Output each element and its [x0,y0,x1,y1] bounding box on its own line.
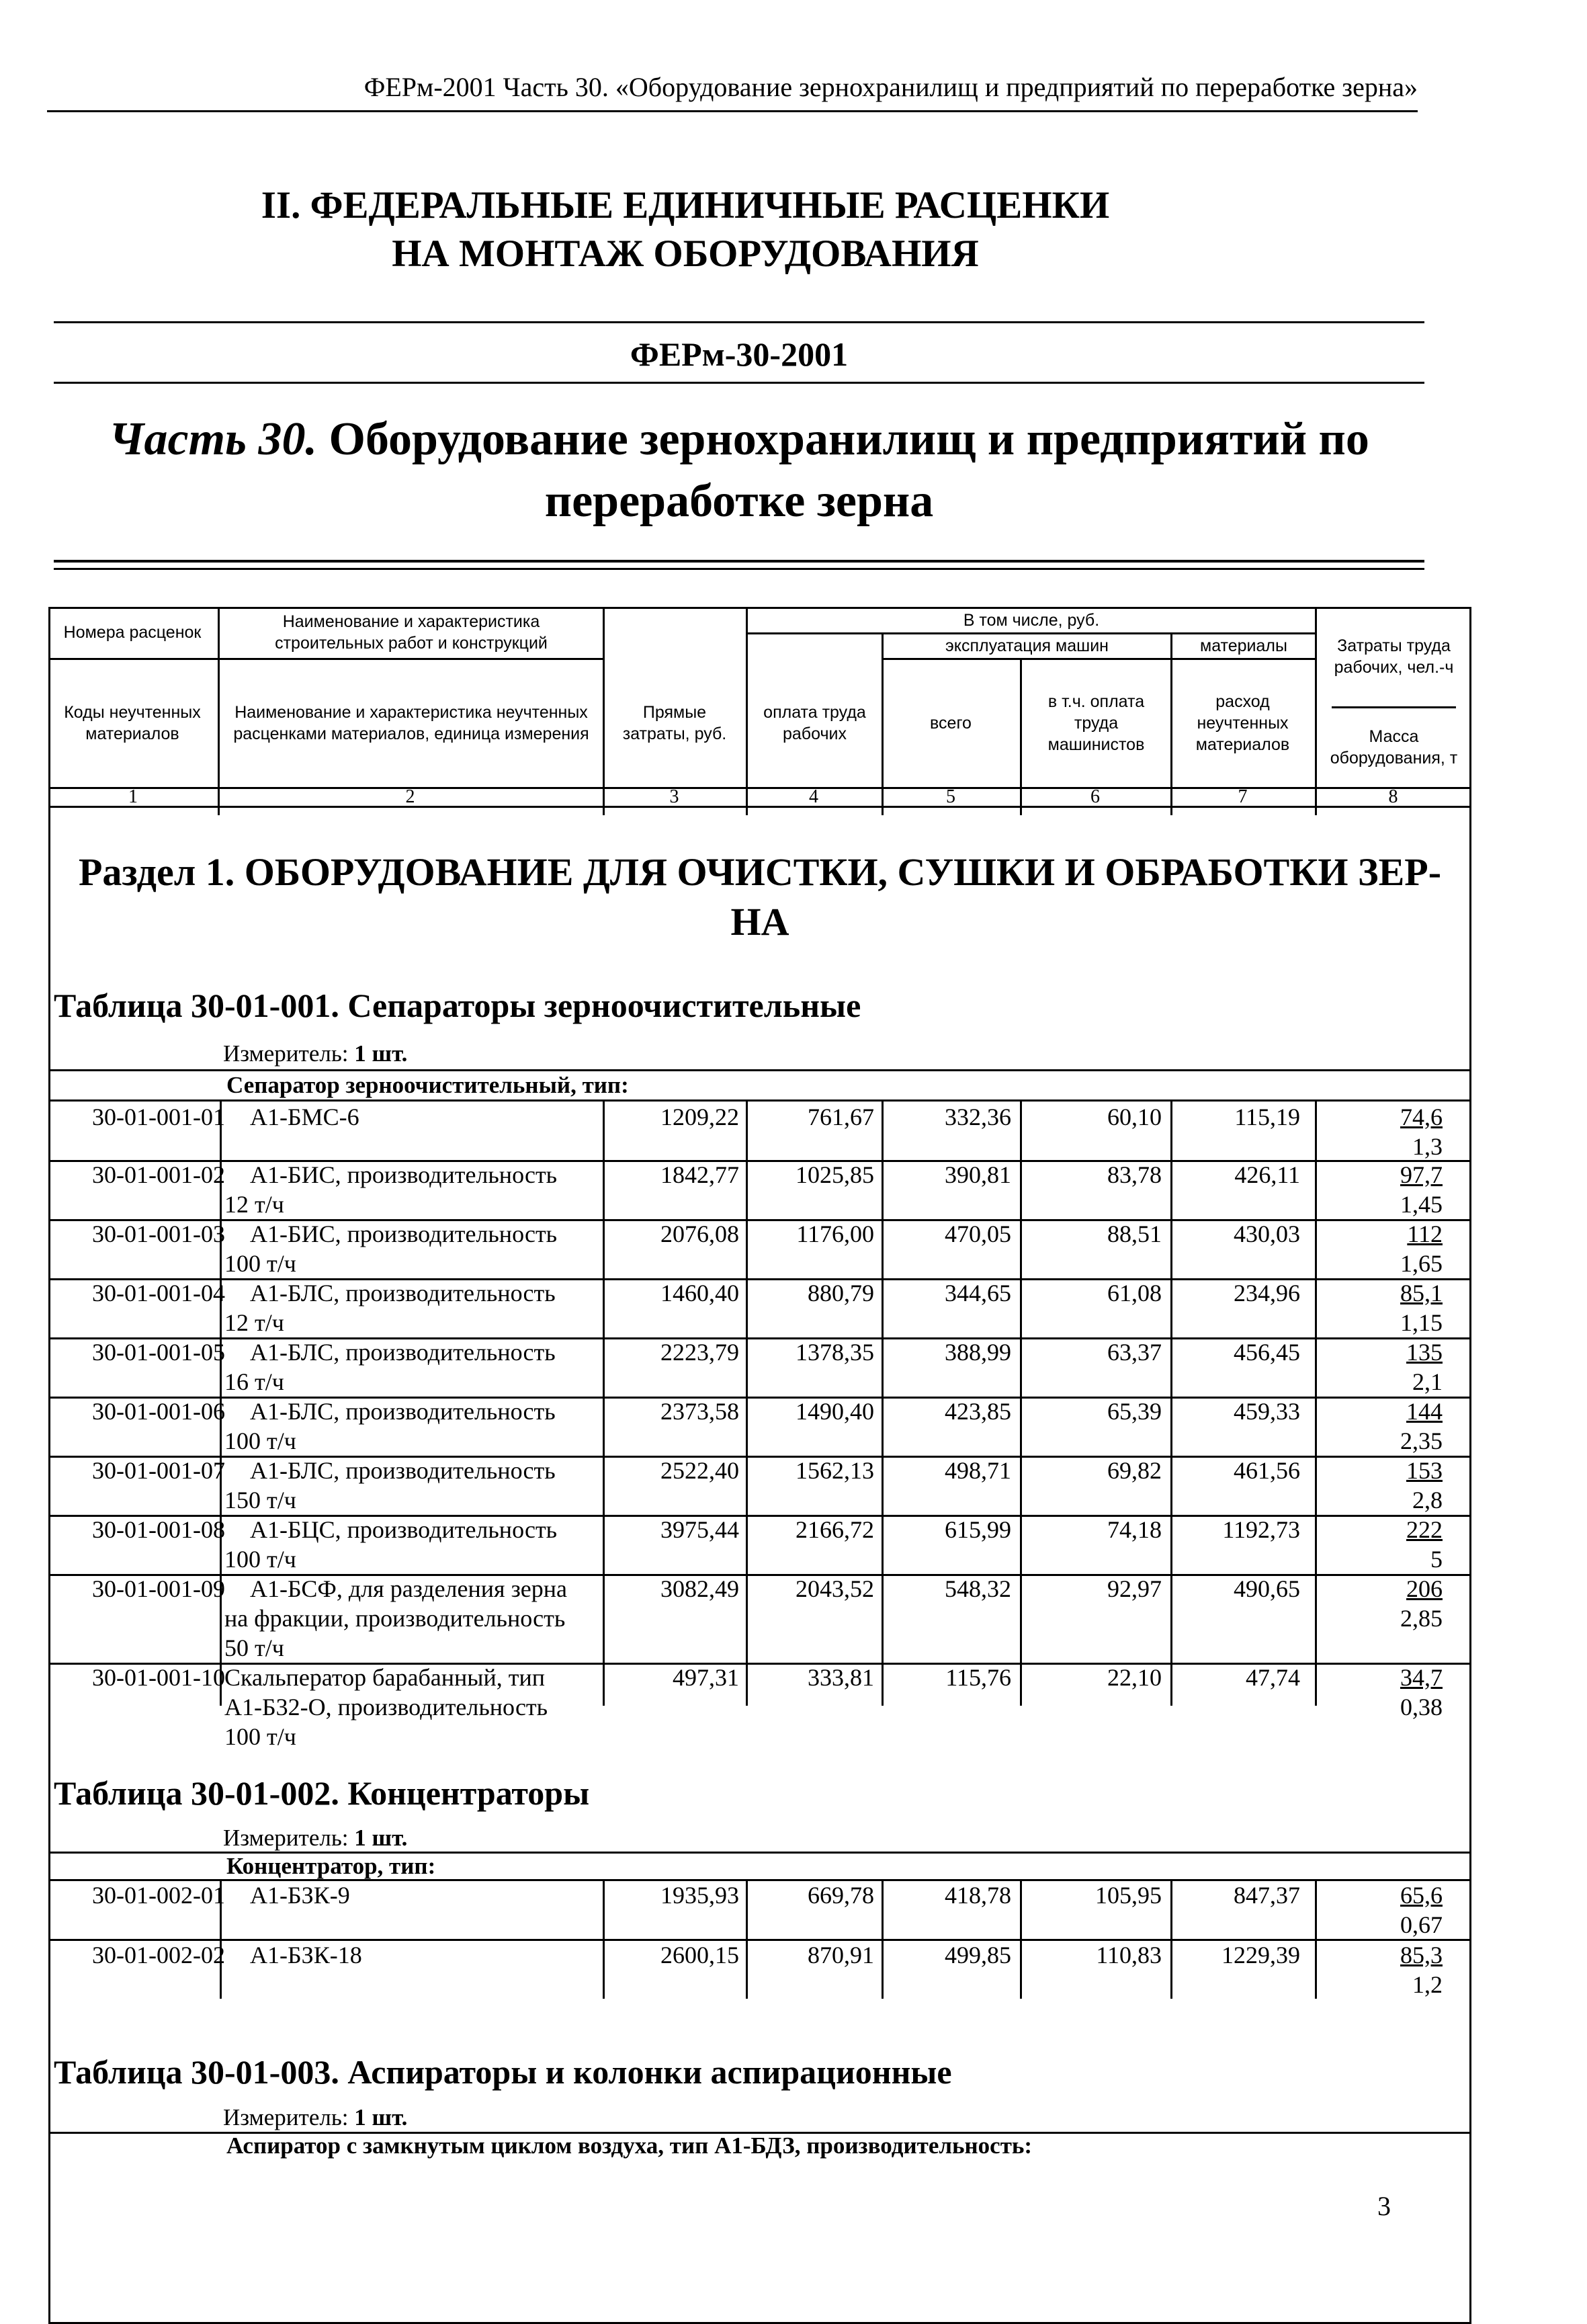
equipment-mass: 1,65 [1400,1250,1443,1277]
machines-total: 115,76 [945,1664,1011,1691]
header-in-that: В том числе, руб. [963,611,1100,630]
column-number: 5 [946,786,955,807]
materials-cost: 1192,73 [1222,1516,1300,1543]
main-title [54,409,1424,532]
table-title: Таблица 30-01-001. Сепараторы зерноочистительные [54,987,861,1024]
labor-costs: 65,6 [1400,1882,1443,1909]
worker-wages: 880,79 [808,1280,874,1306]
direct-cost: 2522,40 [660,1457,739,1484]
labor-costs: 206 [1406,1575,1443,1602]
item-name [224,1515,648,1574]
materials-cost: 456,45 [1234,1339,1300,1366]
code-rule-bottom [54,382,1424,384]
machines-total: 615,99 [945,1516,1011,1543]
labor-mass [1382,1160,1443,1219]
equipment-mass: 2,85 [1400,1605,1443,1632]
main-title-prefix: Часть 30. [109,413,318,465]
item-name-line: Скальператор барабанный, тип [224,1664,545,1691]
machines-total: 332,36 [945,1104,1011,1130]
item-name-line: А1-БСФ, для разделения зерна [250,1575,568,1602]
item-name [224,1278,648,1337]
labor-costs: 34,7 [1400,1664,1443,1691]
part-title-line2: НА МОНТАЖ ОБОРУДОВАНИЯ [392,233,979,275]
header-worker-wages: оплата труда рабочих [763,702,866,743]
labor-mass [1382,1102,1443,1161]
labor-costs: 112 [1407,1220,1443,1247]
grid-line [48,658,603,660]
materials-cost: 490,65 [1234,1575,1300,1602]
item-name [224,1219,648,1278]
item-name-line: 100 т/ч [224,1427,296,1454]
labor-mass [1382,1397,1443,1456]
operator-wages: 63,37 [1107,1339,1162,1366]
labor-mass [1382,1456,1443,1515]
header-direct-costs: Прямые затраты, руб. [622,702,727,743]
equipment-mass: 1,15 [1400,1309,1443,1336]
worker-wages: 1490,40 [796,1398,874,1425]
grid-line [1315,607,1317,815]
machines-total: 388,99 [945,1339,1011,1366]
materials-cost: 115,19 [1234,1104,1300,1130]
worker-wages: 2166,72 [796,1516,874,1543]
main-title-line2: переработке зерна [544,475,934,527]
grid-line [48,1099,1471,1102]
item-name-line: 16 т/ч [224,1368,284,1395]
item-name-line: А1-БЛС, производительность [250,1339,556,1366]
operator-wages: 110,83 [1096,1942,1162,1968]
direct-cost: 1935,93 [660,1882,739,1909]
labor-mass [1382,1574,1443,1633]
grid-line [603,607,605,815]
column-number: 7 [1238,786,1248,807]
unit-label: Измеритель: [223,2104,355,2130]
materials-cost: 47,74 [1246,1664,1300,1691]
labor-costs: 135 [1406,1339,1443,1366]
machines-total: 470,05 [945,1220,1011,1247]
column-number: 3 [669,786,679,807]
rate-code: 30-01-001-06 [92,1398,225,1425]
machines-total: 548,32 [945,1575,1011,1602]
item-name-line: 12 т/ч [224,1191,284,1218]
header-equipment-mass: Масса оборудования, т [1330,727,1458,767]
direct-cost: 1842,77 [660,1161,739,1188]
grid-line [218,607,220,815]
item-name-line: 150 т/ч [224,1487,296,1513]
labor-costs: 144 [1406,1398,1443,1425]
unit-label: Измеритель: [223,1040,355,1067]
header-machines: эксплуатация машин [945,636,1109,655]
machines-total: 423,85 [945,1398,1011,1425]
equipment-mass: 1,45 [1400,1191,1443,1218]
item-name [224,1456,648,1515]
section-title [48,847,1471,947]
operator-wages: 83,78 [1107,1161,1162,1188]
equipment-mass: 2,35 [1400,1427,1443,1454]
header-machines-total: всего [930,713,972,733]
part-title-line1: II. ФЕДЕРАЛЬНЫЕ ЕДИНИЧНЫЕ РАСЦЕНКИ [261,184,1110,226]
header-material-codes: Коды неучтенных материалов [64,702,201,743]
labor-costs: 97,7 [1400,1161,1443,1188]
materials-cost: 430,03 [1234,1220,1300,1247]
operator-wages: 65,39 [1107,1398,1162,1425]
rate-code: 30-01-001-09 [92,1575,225,1602]
main-title-text1: Оборудование зернохранилищ и предприятий по [317,413,1369,465]
labor-mass [1382,1337,1443,1397]
materials-cost: 1229,39 [1221,1942,1300,1968]
item-name-line: А1-БЦС, производительность [250,1516,558,1543]
grid-line [48,1069,1471,1071]
rate-code: 30-01-001-07 [92,1457,225,1484]
column-number: 2 [405,786,415,807]
rate-code: 30-01-002-02 [92,1942,225,1968]
main-rule-2 [54,568,1424,570]
code-rule-top [54,321,1424,323]
header-work-name: Наименование и характеристика строительных работ и конструкций [275,612,548,653]
equipment-mass: 2,1 [1412,1368,1443,1395]
materials-cost: 426,11 [1234,1161,1300,1188]
labor-costs: 74,6 [1400,1104,1443,1130]
item-name-line: 100 т/ч [224,1250,296,1277]
header-labor-costs: Затраты труда рабочих, чел.-ч [1334,636,1454,677]
item-name-line: А1-БИС, производительность [250,1220,558,1247]
operator-wages: 22,10 [1107,1664,1162,1691]
labor-costs: 222 [1406,1516,1443,1543]
header-rule [47,110,1418,112]
grid-line [1332,706,1456,708]
worker-wages: 669,78 [808,1882,874,1909]
worker-wages: 1176,00 [796,1220,874,1247]
worker-wages: 1378,35 [796,1339,874,1366]
header-operator-wages: в т.ч. оплата труда машинистов [1047,692,1145,754]
item-name [224,1337,648,1397]
section-title-line2: НА [730,900,789,944]
direct-cost: 3082,49 [660,1575,739,1602]
machines-total: 498,71 [945,1457,1011,1484]
item-name-line: А1-Б32-О, производительность [224,1694,548,1720]
labor-costs: 153 [1406,1457,1443,1484]
header-unaccounted-materials: расход неучтенных материалов [1195,692,1290,754]
labor-mass [1382,1515,1443,1574]
column-number: 4 [809,786,818,807]
unit-line [223,1040,407,1067]
table-subheading: Сепаратор зерноочистительный, тип: [226,1072,629,1098]
labor-costs: 85,1 [1400,1280,1443,1306]
direct-cost: 1460,40 [660,1280,739,1306]
worker-wages: 870,91 [808,1942,874,1968]
unit-value: 1 шт. [354,1825,408,1851]
item-name [224,1397,648,1456]
direct-cost: 2373,58 [660,1398,739,1425]
item-name-line: А1-БЛС, производительность [250,1280,556,1306]
table-subheading: Аспиратор с замкнутым циклом воздуха, тип А1-БДЗ, производительность: [226,2132,1033,2159]
equipment-mass: 0,67 [1400,1911,1443,1938]
running-header: ФЕРм-2001 Часть 30. «Оборудование зернохранилищ и предприятий по переработке зерна» [363,72,1418,102]
grid-line [1315,1099,1317,1706]
machines-total: 499,85 [945,1942,1011,1968]
direct-cost: 3975,44 [660,1516,739,1543]
operator-wages: 105,95 [1095,1882,1162,1909]
equipment-mass: 1,2 [1412,1971,1443,1998]
rate-code: 30-01-002-01 [92,1882,225,1909]
worker-wages: 333,81 [808,1664,874,1691]
item-name [224,1574,648,1663]
operator-wages: 69,82 [1107,1457,1162,1484]
operator-wages: 61,08 [1107,1280,1162,1306]
rate-code: 30-01-001-01 [92,1104,225,1130]
item-name-line: на фракции, производительность [224,1605,566,1632]
item-name-line: 100 т/ч [224,1723,296,1750]
machines-total: 344,65 [945,1280,1011,1306]
table-title: Таблица 30-01-003. Аспираторы и колонки аспирационные [54,2053,952,2091]
unit-line [223,2104,407,2131]
header-materials: материалы [1200,636,1287,655]
machines-total: 390,81 [945,1161,1011,1188]
direct-cost: 2600,15 [660,1942,739,1968]
materials-cost: 234,96 [1234,1280,1300,1306]
item-name-line: 50 т/ч [224,1634,284,1661]
direct-cost: 2076,08 [660,1220,739,1247]
item-name-line: А1-БЛС, производительность [250,1457,556,1484]
rate-code: 30-01-001-04 [92,1280,225,1306]
item-name-line: А1-БМС-6 [250,1104,359,1130]
main-rule-1 [54,560,1424,563]
rate-code: 30-01-001-10 [92,1664,225,1691]
direct-cost: 2223,79 [660,1339,739,1366]
column-number: 8 [1388,786,1398,807]
labor-mass [1382,1880,1443,1940]
operator-wages: 92,97 [1107,1575,1162,1602]
operator-wages: 60,10 [1107,1104,1162,1130]
labor-costs: 85,3 [1400,1942,1443,1968]
grid-line [746,607,748,815]
page-number: 3 [1377,2191,1391,2221]
worker-wages: 761,67 [808,1104,874,1130]
rate-code: 30-01-001-05 [92,1339,225,1366]
part-title [0,181,1371,278]
rates-table [48,607,1471,2324]
code-title: ФЕРм-30-2001 [630,335,849,373]
rate-code: 30-01-001-02 [92,1161,225,1188]
table-subheading: Концентратор, тип: [226,1853,436,1879]
equipment-mass: 5 [1430,1546,1443,1573]
unit-value: 1 шт. [354,1040,408,1067]
item-name-line: А1-БЗК-9 [250,1882,350,1909]
item-name-line: А1-БИС, производительность [250,1161,558,1188]
item-name-line: 100 т/ч [224,1546,296,1573]
grid-line [882,658,1315,660]
direct-cost: 497,31 [673,1664,739,1691]
materials-cost: 461,56 [1234,1457,1300,1484]
equipment-mass: 1,3 [1412,1133,1443,1160]
labor-mass [1382,1663,1443,1722]
rate-code: 30-01-001-03 [92,1220,225,1247]
section-title-line1: Раздел 1. ОБОРУДОВАНИЕ ДЛЯ ОЧИСТКИ, СУШКИ И ОБРАБОТКИ ЗЕР- [78,850,1442,894]
header-material-name: Наименование и характеристика неучтенных расценками материалов, единица измерения [233,702,589,743]
item-name-line: 12 т/ч [224,1309,284,1336]
table-title: Таблица 30-01-002. Концентраторы [54,1774,590,1812]
item-name-line: А1-БЛС, производительность [250,1398,556,1425]
rate-code: 30-01-001-08 [92,1516,225,1543]
item-name-line: А1-БЗК-18 [250,1942,362,1968]
worker-wages: 1025,85 [796,1161,874,1188]
header-rate-numbers: Номера расценок [63,623,202,642]
worker-wages: 2043,52 [796,1575,874,1602]
main-title-line1 [54,409,1424,470]
labor-mass [1382,1278,1443,1337]
item-name [224,1663,648,1751]
equipment-mass: 0,38 [1400,1694,1443,1720]
machines-total: 418,78 [945,1882,1011,1909]
unit-label: Измеритель: [223,1825,355,1851]
operator-wages: 74,18 [1107,1516,1162,1543]
labor-mass [1382,1940,1443,1999]
operator-wages: 88,51 [1107,1220,1162,1247]
column-number: 6 [1090,786,1100,807]
materials-cost: 847,37 [1234,1882,1300,1909]
item-name [224,1160,648,1219]
unit-line [223,1825,407,1852]
materials-cost: 459,33 [1234,1398,1300,1425]
worker-wages: 1562,13 [796,1457,874,1484]
equipment-mass: 2,8 [1412,1487,1443,1513]
column-number: 1 [128,786,138,807]
direct-cost: 1209,22 [660,1104,739,1130]
labor-mass [1382,1219,1443,1278]
unit-value: 1 шт. [354,2104,408,2130]
